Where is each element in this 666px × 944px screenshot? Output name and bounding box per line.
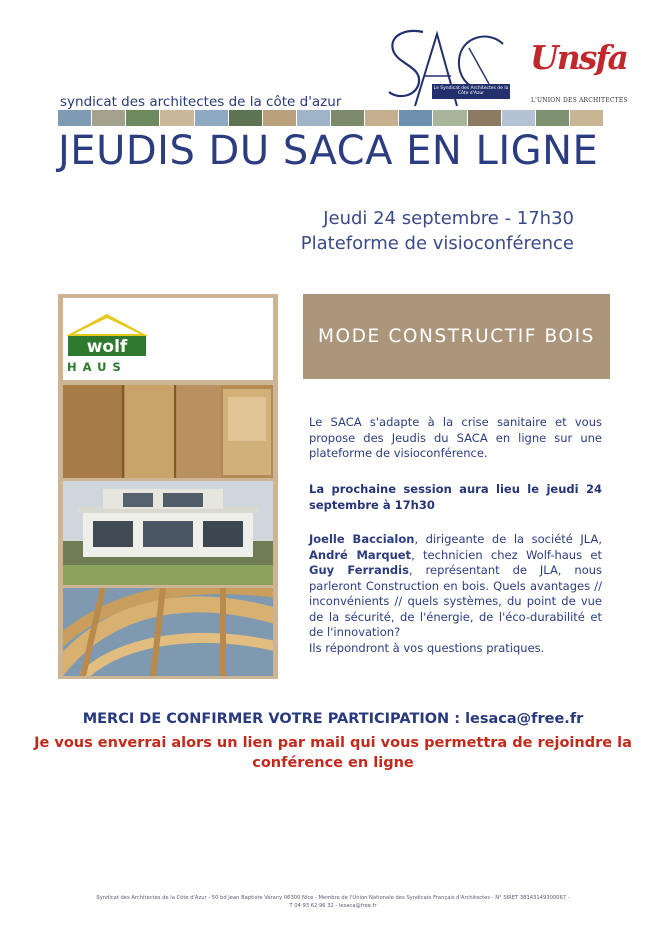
speaker-name: André Marquet: [309, 547, 412, 562]
wolf-haus-wordmark: HAUS: [67, 360, 127, 374]
wood-panels-photo: [63, 385, 273, 478]
strip-photo: [502, 110, 535, 126]
speaker-name: Joelle Baccialon: [309, 532, 415, 546]
unsfa-tagline: L'UNION DES ARCHITECTES: [531, 97, 628, 104]
event-platform: Plateforme de visioconférence: [300, 233, 574, 254]
wolf-logo-text: wolf: [86, 337, 128, 357]
footer-line-2: T 04 93 62 96 32 - lesaca@free.fr: [289, 903, 377, 909]
strip-photo: [92, 110, 125, 126]
speaker-role: , technicien chez Wolf-haus et: [411, 547, 602, 562]
strip-photo: [468, 110, 501, 126]
strip-photo: [331, 110, 364, 126]
saca-logo-subtitle: Le Syndicat des Architectes de la Côte d'Azur: [432, 84, 510, 99]
speakers-paragraph: [309, 532, 602, 656]
speaker-role: , représentant de JLA, nous parleront Construction en bois.: [309, 563, 603, 593]
strip-photo: [229, 110, 262, 126]
strip-photo: [570, 110, 603, 126]
timber-arches-photo: [63, 588, 273, 676]
header-tagline: syndicat des architectes de la côte d'azur: [60, 94, 342, 110]
session-announcement: La prochaine session aura lieu le jeudi 24 septembre à 17h30: [309, 482, 602, 512]
speaker-name: Guy Ferrandis: [309, 563, 409, 577]
speaker-role: , dirigeante de la société JLA,: [414, 532, 602, 546]
topic-label: MODE CONSTRUCTIF BOIS: [317, 326, 596, 347]
modern-house-photo: [63, 481, 273, 585]
strip-photo: [433, 110, 466, 126]
strip-photo: [536, 110, 569, 126]
strip-photo: [58, 110, 91, 126]
closing-text: Ils répondront à vos questions pratiques.: [309, 640, 545, 655]
strip-photo: [160, 110, 193, 126]
link-info: Je vous enverrai alors un lien par mail qui vous permettra de rejoindre la conférence en ligne: [34, 735, 632, 771]
strip-photo: [297, 110, 330, 126]
topic-banner: [303, 294, 610, 379]
strip-photo: [195, 110, 228, 126]
strip-photo: [263, 110, 296, 126]
strip-photo: [365, 110, 398, 126]
questions-text: Quels avantages // inconvénients // quels systèmes, du point de vue de la sécurité, de l'énergie, de l'éco-durabilité et de l'innovation?: [309, 578, 603, 639]
strip-photo: [399, 110, 432, 126]
unsfa-logo: Unsfa: [530, 38, 627, 77]
strip-photo: [126, 110, 159, 126]
intro-paragraph: Le SACA s'adapte à la crise sanitaire et vous propose des Jeudis du SACA en ligne sur une plateforme de visioconférence.: [309, 415, 602, 460]
footer: [40, 894, 626, 910]
page-title: JEUDIS DU SACA EN LIGNE: [58, 128, 599, 174]
footer-line-1: Syndicat des Architectes de la Côte d'Azur - 50 bd Jean Baptiste Vérany 06300 Nice - Membre de l'Union Nationale des Syndicats Français d'Architectes - N° SIRET 38143149300067 -: [96, 895, 570, 901]
event-date: Jeudi 24 septembre - 17h30: [323, 208, 574, 229]
confirm-participation: MERCI DE CONFIRMER VOTRE PARTICIPATION : lesaca@free.fr: [82, 711, 584, 727]
header-photo-strip: [58, 110, 603, 126]
